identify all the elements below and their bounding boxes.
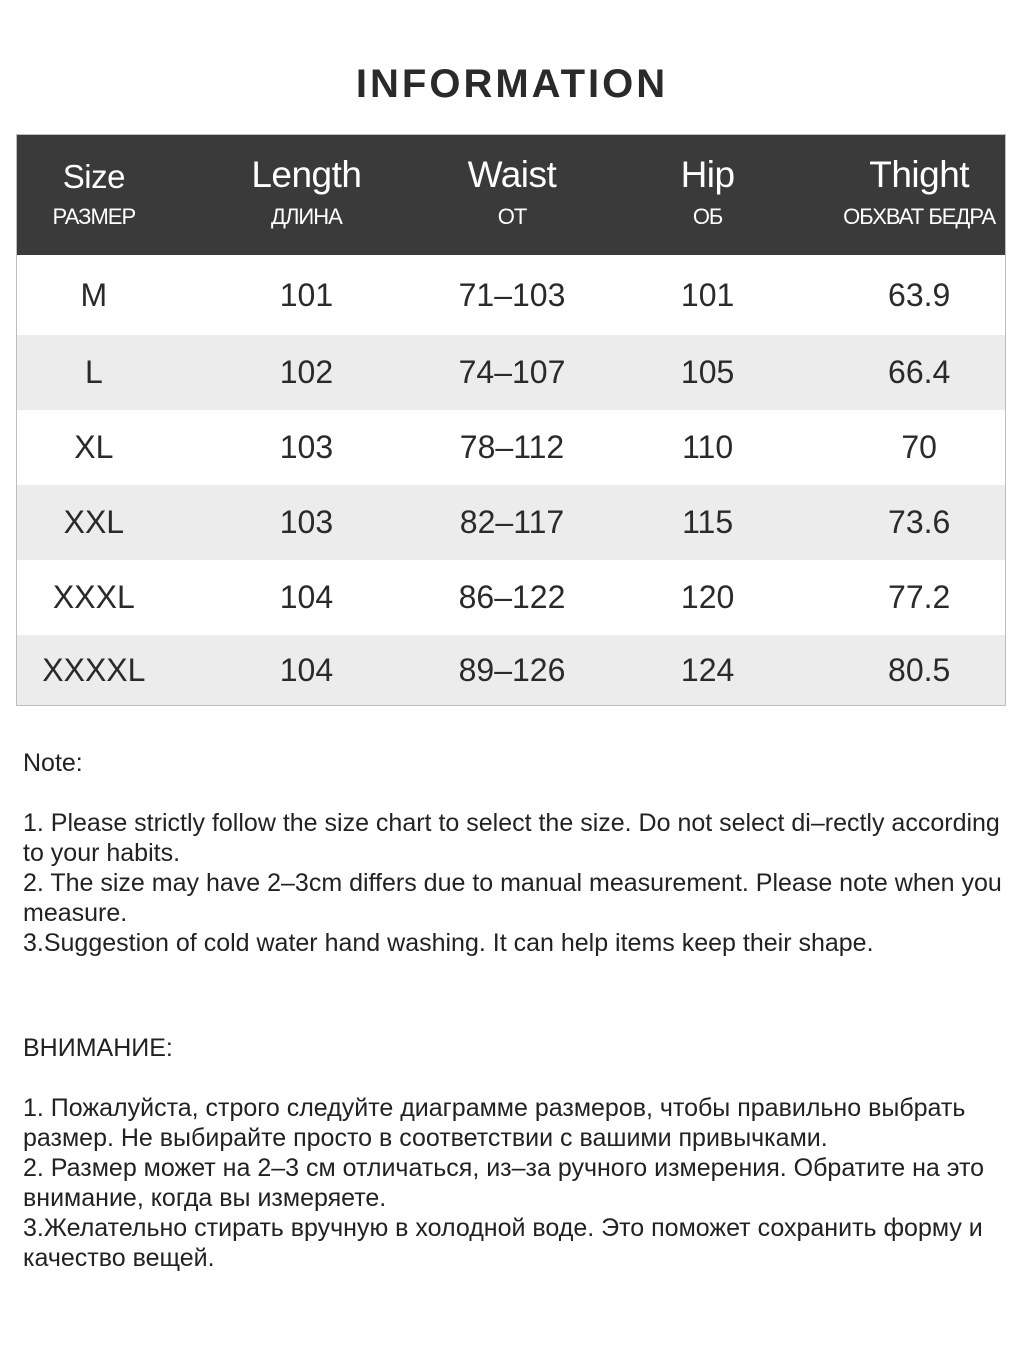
table-cell: XXXXL bbox=[42, 651, 146, 688]
column-sublabel: РАЗМЕР bbox=[52, 204, 136, 229]
table-cell: 82–117 bbox=[459, 504, 565, 540]
column-header-hip bbox=[582, 135, 833, 255]
table-cell: 103 bbox=[279, 504, 334, 540]
table-cell: 73.6 bbox=[888, 504, 951, 540]
column-sublabel: ОБХВАТ БЕДРА bbox=[843, 204, 996, 229]
table-cell: 77.2 bbox=[888, 579, 951, 615]
table-row bbox=[17, 335, 1005, 410]
table-row bbox=[17, 255, 1005, 335]
table-header bbox=[17, 135, 1005, 255]
column-header-thight bbox=[833, 135, 1005, 255]
note-item: 3.Suggestion of cold water hand washing. It can help items keep their shape. bbox=[23, 929, 874, 957]
note-item: 2. The size may have 2–3cm differs due to manual measurement. Please note when you measure. bbox=[23, 869, 1002, 927]
table-cell: M bbox=[80, 276, 108, 313]
note-list bbox=[23, 808, 1003, 958]
size-chart-table bbox=[16, 134, 1006, 706]
table-cell: 115 bbox=[682, 504, 734, 540]
table-row bbox=[17, 635, 1005, 705]
table-cell: 66.4 bbox=[888, 354, 951, 390]
column-header-length bbox=[171, 135, 442, 255]
table-cell: 102 bbox=[279, 354, 334, 390]
page-title: INFORMATION bbox=[355, 62, 669, 106]
table-row bbox=[17, 560, 1005, 635]
column-label: Waist bbox=[467, 154, 557, 195]
table-cell: 110 bbox=[682, 429, 734, 465]
table-cell: 104 bbox=[279, 579, 334, 615]
table-cell: 74–107 bbox=[458, 354, 566, 390]
column-sublabel: ДЛИНА bbox=[271, 204, 342, 229]
column-label: Length bbox=[251, 154, 362, 195]
column-header-size bbox=[17, 135, 171, 255]
note-list-ru bbox=[23, 1093, 1003, 1273]
column-label: Thight bbox=[869, 154, 970, 195]
table-cell: 89–126 bbox=[458, 651, 566, 688]
table-cell: 78–112 bbox=[459, 429, 565, 465]
table-cell: XL bbox=[74, 429, 114, 465]
note-item: 1. Please strictly follow the size chart to select the size. Do not select di–rectly according to your habits. bbox=[23, 809, 1000, 867]
table-cell: 104 bbox=[279, 651, 334, 688]
column-header-waist bbox=[442, 135, 582, 255]
table-cell: 71–103 bbox=[458, 276, 566, 313]
note-heading-ru: ВНИМАНИЕ: bbox=[23, 1034, 173, 1062]
column-label: Size bbox=[62, 158, 125, 195]
table-cell: 70 bbox=[901, 429, 937, 465]
column-sublabel: ОТ bbox=[497, 204, 527, 229]
table-cell: 101 bbox=[279, 276, 334, 313]
table-cell: 120 bbox=[680, 579, 735, 615]
note-item-ru: 2. Размер может на 2–3 см отличаться, из–за ручного измерения. Обратите на это внимание, когда вы измеряете. bbox=[23, 1154, 985, 1212]
table-cell: 63.9 bbox=[888, 276, 951, 313]
note-item-ru: 3.Желательно стирать вручную в холодной воде. Это поможет сохранить форму и качество вещей. bbox=[23, 1214, 983, 1272]
table-cell: 103 bbox=[279, 429, 334, 465]
table-cell: XXXL bbox=[52, 579, 135, 615]
table-cell: 124 bbox=[680, 651, 735, 688]
table-cell: 105 bbox=[680, 354, 735, 390]
table-cell: 101 bbox=[680, 276, 735, 313]
column-label: Hip bbox=[680, 154, 735, 195]
table-cell: 86–122 bbox=[458, 579, 566, 615]
table-row bbox=[17, 485, 1005, 560]
table-cell: 80.5 bbox=[888, 651, 951, 688]
column-sublabel: ОБ bbox=[692, 204, 723, 229]
note-item-ru: 1. Пожалуйста, строго следуйте диаграмме размеров, чтобы правильно выбрать размер. Не выбирайте просто в соответствии с вашими привычками. bbox=[23, 1094, 966, 1152]
table-cell: XXL bbox=[63, 504, 125, 540]
table-row bbox=[17, 410, 1005, 485]
table-cell: L bbox=[84, 354, 103, 390]
table-body bbox=[17, 255, 1005, 705]
note-heading: Note: bbox=[23, 749, 83, 777]
